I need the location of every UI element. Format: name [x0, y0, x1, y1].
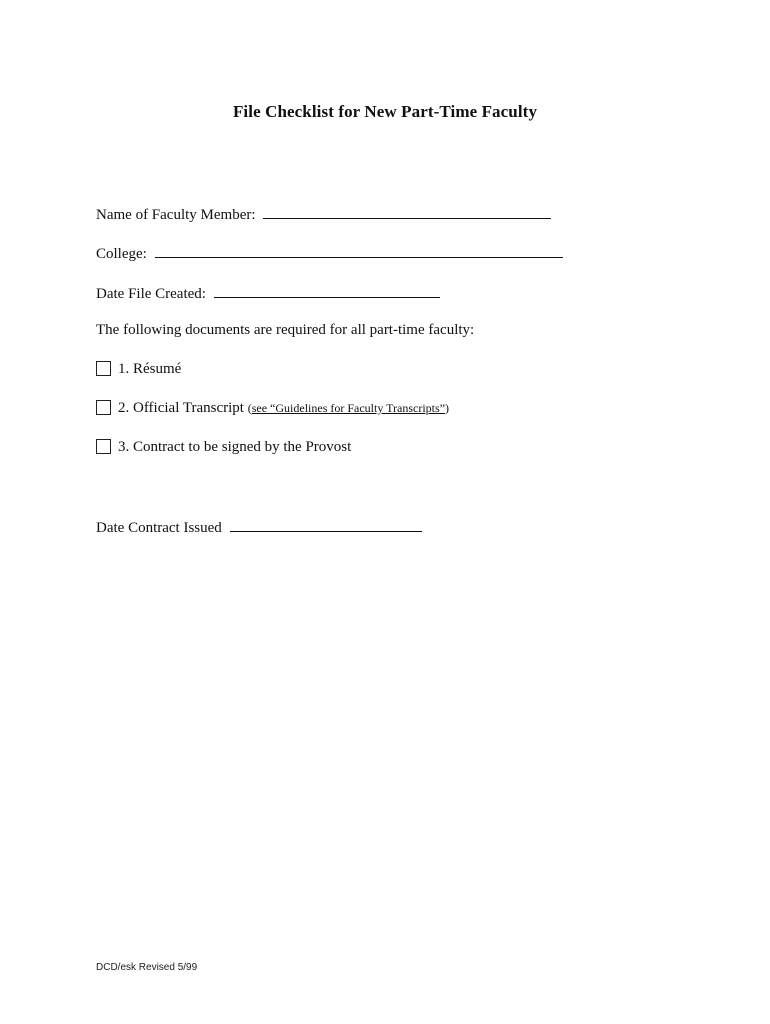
college-row: [96, 243, 563, 263]
transcript-note-close: ): [445, 401, 450, 415]
faculty-name-field[interactable]: [263, 204, 551, 219]
college-field[interactable]: [155, 243, 563, 258]
transcript-guidelines-link[interactable]: see “Guidelines for Faculty Transcripts”: [251, 401, 446, 415]
checklist-item-contract: [96, 439, 351, 456]
date-created-field[interactable]: [214, 283, 440, 298]
page-title: File Checklist for New Part-Time Faculty: [232, 102, 538, 121]
checklist-item-transcript: [96, 400, 449, 417]
contract-checkbox[interactable]: [96, 439, 111, 454]
checklist-item-resume: [96, 361, 181, 378]
date-issued-label: Date Contract Issued: [96, 520, 222, 536]
transcript-note: [248, 401, 449, 415]
transcript-note-open: (: [247, 401, 252, 415]
date-created-row: [96, 283, 440, 303]
contract-label: 3. Contract to be signed by the Provost: [118, 439, 352, 455]
transcript-label: 2. Official Transcript: [118, 400, 244, 416]
faculty-name-label: Name of Faculty Member:: [96, 207, 256, 223]
college-label: College:: [96, 246, 147, 262]
intro-text: The following documents are required for all part-time faculty:: [96, 322, 475, 338]
date-issued-field[interactable]: [230, 517, 422, 532]
faculty-name-row: [96, 204, 551, 224]
date-issued-row: [96, 517, 422, 537]
resume-checkbox[interactable]: [96, 361, 111, 376]
resume-label: 1. Résumé: [118, 361, 182, 377]
transcript-checkbox[interactable]: [96, 400, 111, 415]
date-created-label: Date File Created:: [96, 286, 206, 302]
revision-footer: DCD/esk Revised 5/99: [96, 962, 198, 973]
